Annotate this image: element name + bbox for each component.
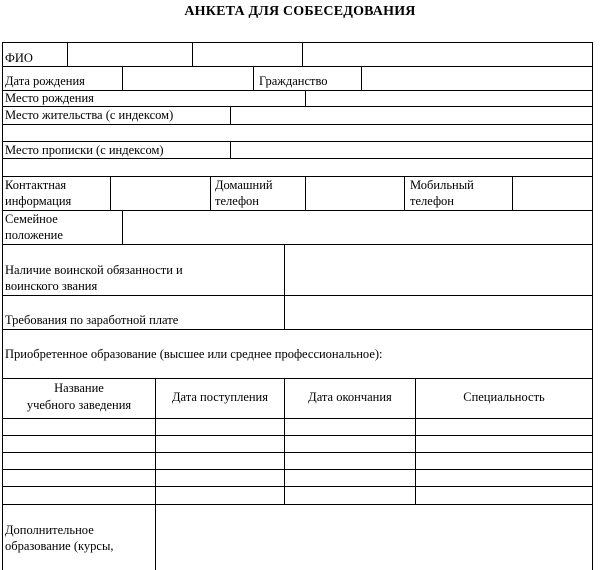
additional-education-input-cell[interactable] [156,505,592,570]
contact-label-line2: информация [5,194,72,208]
residence-input-cell[interactable] [231,107,592,124]
row-line [2,124,593,125]
contact-label-line1: Контактная [5,178,67,192]
end-date-header: Дата окончания [308,390,392,404]
mobile-phone-label-line2: телефон [410,194,454,208]
row-line [2,418,593,419]
military-label-line2: воинского звания [5,279,98,293]
marital-label-line1: Семейное [5,212,58,226]
institution-header-line1: Название [54,381,104,395]
col-line [512,176,513,210]
registration-input-cell[interactable] [231,142,592,158]
col-line [302,42,303,66]
col-line [305,90,306,106]
salary-label: Требования по заработной плате [5,313,179,327]
row-line [2,378,593,379]
col-line [404,176,405,210]
education-intro-label: Приобретенное образование (высшее или среднее профессиональное): [5,347,383,361]
fio-label: ФИО [5,51,33,65]
start-date-header: Дата поступления [172,390,268,404]
residence-label: Место жительства (с индексом) [5,108,174,122]
military-label-line1: Наличие воинской обязанности и [5,263,183,277]
home-phone-label-line2: телефон [215,194,259,208]
row-line [2,452,593,453]
col-line [192,42,193,66]
col-line [305,176,306,210]
citizenship-label: Гражданство [259,74,328,88]
additional-education-label-line2: образование (курсы, [5,539,114,553]
institution-header-line2: учебного заведения [26,398,132,412]
birth-date-input-cell[interactable] [123,67,253,90]
additional-education-label-line1: Дополнительное [5,523,94,537]
col-line [110,176,111,210]
birth-date-label: Дата рождения [5,74,85,88]
row-line [2,329,593,330]
frame-left-line [2,42,3,570]
col-line [253,66,254,90]
row-line [2,469,593,470]
frame-right-line [592,42,593,570]
row-line [2,486,593,487]
military-input-cell[interactable] [285,245,592,295]
marital-input-cell[interactable] [123,211,592,244]
row-line [2,158,593,159]
mobile-phone-label-line1: Мобильный [410,178,474,192]
home-phone-label-line1: Домашний [215,178,273,192]
marital-label-line2: положение [5,228,63,242]
fio-input-cell[interactable] [68,43,192,66]
row-line [2,435,593,436]
col-line [210,176,211,210]
citizenship-input-cell[interactable] [362,67,592,90]
row-line [2,176,593,177]
birth-place-label: Место рождения [5,91,94,105]
registration-label: Место прописки (с индексом) [5,143,164,157]
salary-input-cell[interactable] [285,296,592,329]
specialty-header: Специальность [463,390,545,404]
form-title: АНКЕТА ДЛЯ СОБЕСЕДОВАНИЯ [184,4,416,19]
